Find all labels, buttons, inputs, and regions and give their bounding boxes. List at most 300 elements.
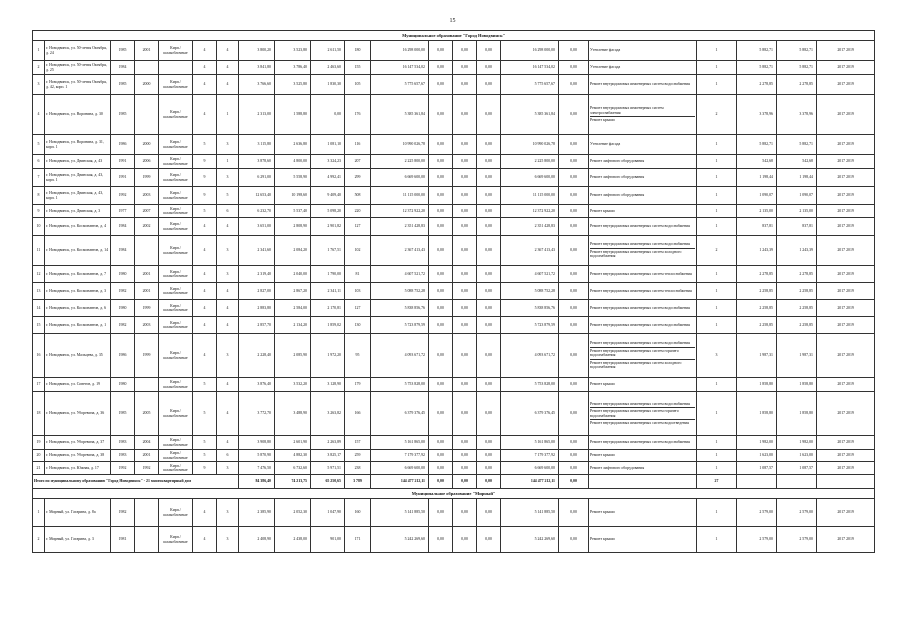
cell-a2: 5 558,90 — [275, 169, 311, 187]
cell-f5: 0,00 — [559, 236, 589, 266]
work-item: Ремонт крыши — [590, 118, 615, 123]
cell-y2: 1999 — [135, 169, 159, 187]
cell-unit-cost: 2 135,00 — [737, 205, 777, 218]
cell-units: 1 — [697, 41, 737, 61]
work-item: Ремонт крыши — [590, 537, 615, 542]
cell-f5: 0,00 — [559, 266, 589, 283]
work-item: Ремонт лифтового оборудования — [590, 465, 645, 470]
cell-floors: 4 — [193, 334, 217, 378]
cell-unit-cost: 2 258,85 — [737, 283, 777, 300]
cell-cost: 5 753 828,00 — [371, 378, 429, 392]
cell-a3: 3 128,90 — [311, 378, 345, 392]
total-empty — [589, 475, 697, 489]
cell-f4: 5 161 865,00 — [501, 436, 559, 450]
cell-a1: 2 385,90 — [239, 499, 275, 527]
cell-unit-cost: 1 090,07 — [737, 187, 777, 205]
cell-f1: 0,00 — [429, 283, 453, 300]
cell-a1: 3 772,70 — [239, 392, 275, 436]
cell-n: 6 — [33, 155, 45, 169]
cell-f1: 0,00 — [429, 450, 453, 462]
cell-floors: 4 — [193, 218, 217, 236]
cell-a2: 2 584,00 — [275, 300, 311, 317]
cell-address: г. Новодвинск, ул. Мальцева, д. 35 — [45, 334, 111, 378]
cell-address: г. Новодвинск, ул. Советов, д. 19 — [45, 378, 111, 392]
cell-period: 2017 2019 — [817, 436, 875, 450]
cell-f3: 0,00 — [477, 95, 501, 135]
cell-max-cost: 5 882,71 — [777, 135, 817, 155]
cell-a1: 3 766,60 — [239, 75, 275, 95]
total-row — [33, 475, 875, 489]
cell-residents: 102 — [345, 236, 371, 266]
cell-works — [589, 436, 697, 450]
cell-y2 — [135, 95, 159, 135]
cell-a3: 9 409,40 — [311, 187, 345, 205]
cell-a2: 1 588,80 — [275, 95, 311, 135]
table-row — [33, 317, 875, 334]
cell-works — [589, 169, 697, 187]
cell-f5: 0,00 — [559, 378, 589, 392]
cell-f1: 0,00 — [429, 155, 453, 169]
cell-f2: 0,00 — [453, 155, 477, 169]
cell-f3: 0,00 — [477, 205, 501, 218]
cell-units: 1 — [697, 392, 737, 436]
cell-f1: 0,00 — [429, 75, 453, 95]
cell-period: 2017 2019 — [817, 236, 875, 266]
cell-works — [589, 334, 697, 378]
cell-a2: 2 085,90 — [275, 334, 311, 378]
cell-f5: 0,00 — [559, 169, 589, 187]
cell-f5: 0,00 — [559, 300, 589, 317]
cell-a2: 4 882,30 — [275, 450, 311, 462]
cell-n: 14 — [33, 300, 45, 317]
total-label: Итого по муниципальному образованию "Город Новодвинск" - 21 многоквартирный дом — [33, 475, 239, 489]
cell-floors: 4 — [193, 317, 217, 334]
cell-a1: 6 232,70 — [239, 205, 275, 218]
cell-residents: 238 — [345, 462, 371, 475]
cell-a2: 2 636,80 — [275, 135, 311, 155]
cell-max-cost: 5 882,71 — [777, 61, 817, 75]
cell-f1: 0,00 — [429, 135, 453, 155]
cell-a3: 2 341,11 — [311, 283, 345, 300]
table-row — [33, 155, 875, 169]
cell-f4: 12 372 922,20 — [501, 205, 559, 218]
cell-a3: 901,00 — [311, 527, 345, 553]
cell-works — [589, 283, 697, 300]
cell-max-cost: 5 882,71 — [777, 41, 817, 61]
cell-address: г. Новодвинск, ул. Уборевича, д. 38 — [45, 450, 111, 462]
cell-a2: 3 532,20 — [275, 378, 311, 392]
section-header — [33, 31, 875, 41]
cell-f3: 0,00 — [477, 378, 501, 392]
cell-n: 17 — [33, 378, 45, 392]
total-a2: 74 213,75 — [275, 475, 311, 489]
cell-works — [589, 61, 697, 75]
cell-y2: 2001 — [135, 283, 159, 300]
work-item: Утепление фасада — [590, 65, 621, 70]
cell-f1: 0,00 — [429, 527, 453, 553]
total-empty — [737, 475, 777, 489]
cell-y2: 2006 — [135, 155, 159, 169]
cell-a1: 2 827,00 — [239, 283, 275, 300]
cell-a2: 2 040,00 — [275, 266, 311, 283]
cell-period: 2017 2019 — [817, 317, 875, 334]
cell-material: Кирп./ шлакоблочные — [159, 41, 193, 61]
cell-material: Кирп./ шлакоблочные — [159, 218, 193, 236]
cell-floors: 4 — [193, 75, 217, 95]
cell-period: 2017 2019 — [817, 527, 875, 553]
cell-period: 2017 2019 — [817, 155, 875, 169]
cell-a3: 1 081,10 — [311, 135, 345, 155]
work-item: Ремонт внутридомовых инженерных систем холодного водоснабжения — [590, 360, 682, 370]
cell-period: 2017 2019 — [817, 462, 875, 475]
cell-units: 1 — [697, 169, 737, 187]
cell-residents: 127 — [345, 300, 371, 317]
cell-f2: 0,00 — [453, 300, 477, 317]
cell-f4: 10 990 026,78 — [501, 135, 559, 155]
cell-f2: 0,00 — [453, 236, 477, 266]
cell-entrances: 4 — [217, 41, 239, 61]
cell-f1: 0,00 — [429, 392, 453, 436]
cell-f4: 5 385 361,84 — [501, 95, 559, 135]
table-row — [33, 462, 875, 475]
table-row — [33, 436, 875, 450]
work-item: Утепление фасада — [590, 142, 621, 147]
cell-entrances: 4 — [217, 436, 239, 450]
cell-f2: 0,00 — [453, 187, 477, 205]
cell-entrances: 6 — [217, 205, 239, 218]
cell-entrances: 4 — [217, 61, 239, 75]
cell-units: 1 — [697, 187, 737, 205]
cell-y2: 2005 — [135, 392, 159, 436]
cell-f2: 0,00 — [453, 499, 477, 527]
cell-f5: 0,00 — [559, 317, 589, 334]
cell-a3: 2 611,50 — [311, 41, 345, 61]
cell-residents: 81 — [345, 266, 371, 283]
total-f4: 144 477 212,11 — [501, 475, 559, 489]
cell-period: 2017 2019 — [817, 283, 875, 300]
cell-f4: 5 088 752,28 — [501, 283, 559, 300]
cell-period: 2017 2019 — [817, 169, 875, 187]
cell-max-cost: 1 858,80 — [777, 378, 817, 392]
cell-max-cost: 3 378,96 — [777, 95, 817, 135]
cell-floors: 4 — [193, 499, 217, 527]
cell-units: 1 — [697, 300, 737, 317]
cell-n: 11 — [33, 236, 45, 266]
cell-y1: 1991 — [111, 169, 135, 187]
cell-entrances: 4 — [217, 283, 239, 300]
cell-period: 2017 2019 — [817, 41, 875, 61]
total-f1: 0,00 — [429, 475, 453, 489]
cell-residents: 171 — [345, 527, 371, 553]
cell-a2: 2 134,20 — [275, 317, 311, 334]
total-empty — [777, 475, 817, 489]
cell-a1: 3 115,80 — [239, 135, 275, 155]
cell-a1: 3 841,80 — [239, 61, 275, 75]
cell-max-cost: 542,68 — [777, 155, 817, 169]
cell-y1: 1985 — [111, 392, 135, 436]
cell-material: Кирп./ шлакоблочные — [159, 236, 193, 266]
cell-unit-cost: 542,68 — [737, 155, 777, 169]
cell-address: г. Новодвинск, ул. Воронина, д. 31, корп. 1 — [45, 135, 111, 155]
total-cost: 144 477 212,11 — [371, 475, 429, 489]
cell-f5: 0,00 — [559, 527, 589, 553]
cell-residents: 130 — [345, 317, 371, 334]
cell-units: 1 — [697, 155, 737, 169]
cell-a2: 10 198,60 — [275, 187, 311, 205]
cell-material: Кирп./ шлакоблочные — [159, 169, 193, 187]
table-row — [33, 334, 875, 378]
cell-address: г. Новодвинск, ул. Космонавтов, д. 3 — [45, 283, 111, 300]
cell-floors: 4 — [193, 41, 217, 61]
cell-y2 — [135, 378, 159, 392]
cell-period: 2017 2019 — [817, 266, 875, 283]
total-residents: 3 789 — [345, 475, 371, 489]
cell-y1: 1984 — [111, 236, 135, 266]
cell-f4: 4 607 521,72 — [501, 266, 559, 283]
cell-period: 2017 2019 — [817, 499, 875, 527]
cell-cost: 4 607 521,72 — [371, 266, 429, 283]
cell-a3: 1 767,51 — [311, 236, 345, 266]
work-item: Ремонт внутридомовых инженерных систем горячего водоснабжения — [590, 348, 695, 360]
cell-f3: 0,00 — [477, 462, 501, 475]
cell-f5: 0,00 — [559, 450, 589, 462]
cell-a2: 6 732,60 — [275, 462, 311, 475]
cell-f3: 0,00 — [477, 187, 501, 205]
cell-period: 2017 2019 — [817, 135, 875, 155]
cell-unit-cost: 1 982,00 — [737, 436, 777, 450]
cell-f2: 0,00 — [453, 283, 477, 300]
cell-a3: 2 463,60 — [311, 61, 345, 75]
cell-n: 8 — [33, 187, 45, 205]
work-item: Ремонт крыши — [590, 208, 615, 213]
cell-n: 3 — [33, 75, 45, 95]
cell-f2: 0,00 — [453, 135, 477, 155]
cell-a1: 3 908,80 — [239, 436, 275, 450]
cell-a1: 7 476,50 — [239, 462, 275, 475]
cell-f4: 4 093 671,72 — [501, 334, 559, 378]
cell-entrances: 3 — [217, 462, 239, 475]
cell-f3: 0,00 — [477, 499, 501, 527]
cell-unit-cost: 1 087,57 — [737, 462, 777, 475]
cell-a3: 1 830,30 — [311, 75, 345, 95]
table-row — [33, 283, 875, 300]
table-row — [33, 135, 875, 155]
cell-address: г. Мирный, ул. Гагарина, д. 8а — [45, 499, 111, 527]
cell-material: Кирп./ шлакоблочные — [159, 499, 193, 527]
cell-works — [589, 450, 697, 462]
work-item: Ремонт внутридомовых инженерных систем водоснабжения — [590, 340, 695, 347]
cell-y1: 1982 — [111, 283, 135, 300]
cell-y2 — [135, 499, 159, 527]
cell-unit-cost: 1 198,44 — [737, 169, 777, 187]
cell-a3: 2 170,81 — [311, 300, 345, 317]
cell-works — [589, 236, 697, 266]
cell-cost: 11 115 000,00 — [371, 187, 429, 205]
cell-material: Кирп./ шлакоблочные — [159, 135, 193, 155]
cell-a2: 5 537,40 — [275, 205, 311, 218]
work-item: Ремонт лифтового оборудования — [590, 175, 645, 180]
cell-unit-cost: 837,81 — [737, 218, 777, 236]
table-row — [33, 266, 875, 283]
cell-unit-cost: 2 579,00 — [737, 527, 777, 553]
cell-cost: 7 179 377,92 — [371, 450, 429, 462]
cell-a1: 2 341,60 — [239, 236, 275, 266]
cell-floors: 5 — [193, 378, 217, 392]
cell-period: 2017 2019 — [817, 75, 875, 95]
cell-f5: 0,00 — [559, 283, 589, 300]
cell-cost: 5 838 856,76 — [371, 300, 429, 317]
cell-residents: 259 — [345, 450, 371, 462]
cell-y1: 1980 — [111, 378, 135, 392]
cell-cost: 5 385 361,84 — [371, 95, 429, 135]
cell-cost: 6 379 376,45 — [371, 392, 429, 436]
cell-n: 13 — [33, 283, 45, 300]
cell-n: 1 — [33, 41, 45, 61]
cell-f2: 0,00 — [453, 205, 477, 218]
cell-cost: 16 298 000,00 — [371, 41, 429, 61]
work-item: Ремонт внутридомовых инженерных систем водоснабжения — [590, 82, 690, 87]
total-units: 27 — [697, 475, 737, 489]
cell-address: г. Новодвинск, ул. Космонавтов, д. 7 — [45, 266, 111, 283]
cell-unit-cost: 5 882,71 — [737, 41, 777, 61]
cell-units: 1 — [697, 450, 737, 462]
cell-works — [589, 41, 697, 61]
cell-works — [589, 378, 697, 392]
cell-a2: 3 488,90 — [275, 392, 311, 436]
cell-entrances: 3 — [217, 266, 239, 283]
cell-a2: 2 601,90 — [275, 436, 311, 450]
cell-material: Кирп./ шлакоблочные — [159, 155, 193, 169]
cell-works — [589, 317, 697, 334]
cell-a1: 3 651,00 — [239, 218, 275, 236]
cell-period: 2017 2019 — [817, 300, 875, 317]
cell-a1: 3 800,20 — [239, 41, 275, 61]
cell-f4: 16 298 000,00 — [501, 41, 559, 61]
work-item: Ремонт внутридомовых инженерных систем водоснабжения — [590, 322, 690, 327]
cell-cost: 5 141 885,50 — [371, 499, 429, 527]
cell-y1: 1991 — [111, 155, 135, 169]
cell-material: Кирп./ шлакоблочные — [159, 392, 193, 436]
cell-residents: 220 — [345, 205, 371, 218]
cell-address: г. Новодвинск, ул. Космонавтов, д. 6 — [45, 300, 111, 317]
cell-y2: 1992 — [135, 462, 159, 475]
cell-residents: 127 — [345, 218, 371, 236]
cell-max-cost: 2 579,00 — [777, 499, 817, 527]
section-title: Муниципальное образование "Город Новодвинск" — [33, 31, 875, 41]
cell-unit-cost: 2 278,85 — [737, 75, 777, 95]
cell-a1: 3 878,60 — [239, 155, 275, 169]
cell-units: 2 — [697, 236, 737, 266]
work-item: Ремонт крыши — [590, 510, 615, 515]
cell-f1: 0,00 — [429, 205, 453, 218]
cell-units: 1 — [697, 378, 737, 392]
cell-f3: 0,00 — [477, 334, 501, 378]
cell-y2: 1999 — [135, 300, 159, 317]
cell-material: Кирп./ шлакоблочные — [159, 187, 193, 205]
cell-y1: 1981 — [111, 527, 135, 553]
cell-f3: 0,00 — [477, 450, 501, 462]
cell-a2: 4 800,00 — [275, 155, 311, 169]
work-item: Ремонт внутридомовых инженерных систем водоснабжения — [590, 224, 690, 229]
cell-units: 1 — [697, 266, 737, 283]
total-empty — [817, 475, 875, 489]
total-f2: 0,00 — [453, 475, 477, 489]
cell-y1: 1982 — [111, 499, 135, 527]
cell-address: г. Новодвинск, ул. 50-летия Октября, д. 25 — [45, 61, 111, 75]
cell-max-cost: 2 258,85 — [777, 283, 817, 300]
cell-f3: 0,00 — [477, 392, 501, 436]
cell-a2: 2 438,00 — [275, 527, 311, 553]
total-f3: 0,00 — [477, 475, 501, 489]
work-item: Ремонт крыши — [590, 382, 615, 387]
cell-a3: 1 972,20 — [311, 334, 345, 378]
cell-a1: 2 857,70 — [239, 317, 275, 334]
cell-material: Кирп./ шлакоблочные — [159, 378, 193, 392]
cell-n: 16 — [33, 334, 45, 378]
cell-cost: 10 990 026,78 — [371, 135, 429, 155]
cell-a2: 3 786,40 — [275, 61, 311, 75]
cell-max-cost: 2 258,85 — [777, 300, 817, 317]
cell-works — [589, 205, 697, 218]
cell-f1: 0,00 — [429, 300, 453, 317]
cell-material: Кирп./ шлакоблочные — [159, 283, 193, 300]
table-row — [33, 41, 875, 61]
cell-period: 2017 2019 — [817, 218, 875, 236]
cell-n: 7 — [33, 169, 45, 187]
cell-f4: 16 147 534,02 — [501, 61, 559, 75]
cell-a2: 3 525,80 — [275, 75, 311, 95]
cell-material: Кирп./ шлакоблочные — [159, 266, 193, 283]
table-row — [33, 218, 875, 236]
cell-y1: 1977 — [111, 205, 135, 218]
work-item: Ремонт крыши — [590, 453, 615, 458]
cell-entrances: 4 — [217, 300, 239, 317]
cell-floors: 4 — [193, 266, 217, 283]
cell-cost: 5 161 865,00 — [371, 436, 429, 450]
cell-f1: 0,00 — [429, 378, 453, 392]
cell-unit-cost: 1 243,39 — [737, 236, 777, 266]
cell-units: 1 — [697, 436, 737, 450]
cell-address: г. Новодвинск, ул. Космонавтов, д. 4 — [45, 218, 111, 236]
cell-a2: 2 052,30 — [275, 499, 311, 527]
cell-f4: 2 367 413,43 — [501, 236, 559, 266]
cell-units: 1 — [697, 75, 737, 95]
cell-a2: 2 808,90 — [275, 218, 311, 236]
cell-f2: 0,00 — [453, 95, 477, 135]
cell-f4: 5 838 856,76 — [501, 300, 559, 317]
cell-floors: 4 — [193, 95, 217, 135]
cell-f4: 11 115 000,00 — [501, 187, 559, 205]
cell-f2: 0,00 — [453, 61, 477, 75]
cell-cost: 4 093 671,72 — [371, 334, 429, 378]
cell-address: г. Новодвинск, ул. Двинская, д. 43 — [45, 155, 111, 169]
cell-a2: 2 867,20 — [275, 283, 311, 300]
cell-f3: 0,00 — [477, 236, 501, 266]
cell-units: 1 — [697, 462, 737, 475]
cell-f4: 5 141 885,50 — [501, 499, 559, 527]
cell-f2: 0,00 — [453, 436, 477, 450]
cell-n: 9 — [33, 205, 45, 218]
cell-units: 3 — [697, 334, 737, 378]
cell-f2: 0,00 — [453, 41, 477, 61]
cell-f2: 0,00 — [453, 317, 477, 334]
cell-y1: 1982 — [111, 317, 135, 334]
cell-residents: 508 — [345, 187, 371, 205]
cell-entrances: 4 — [217, 392, 239, 436]
table-row — [33, 499, 875, 527]
cell-max-cost: 2 579,00 — [777, 527, 817, 553]
cell-f4: 2 351 428,83 — [501, 218, 559, 236]
